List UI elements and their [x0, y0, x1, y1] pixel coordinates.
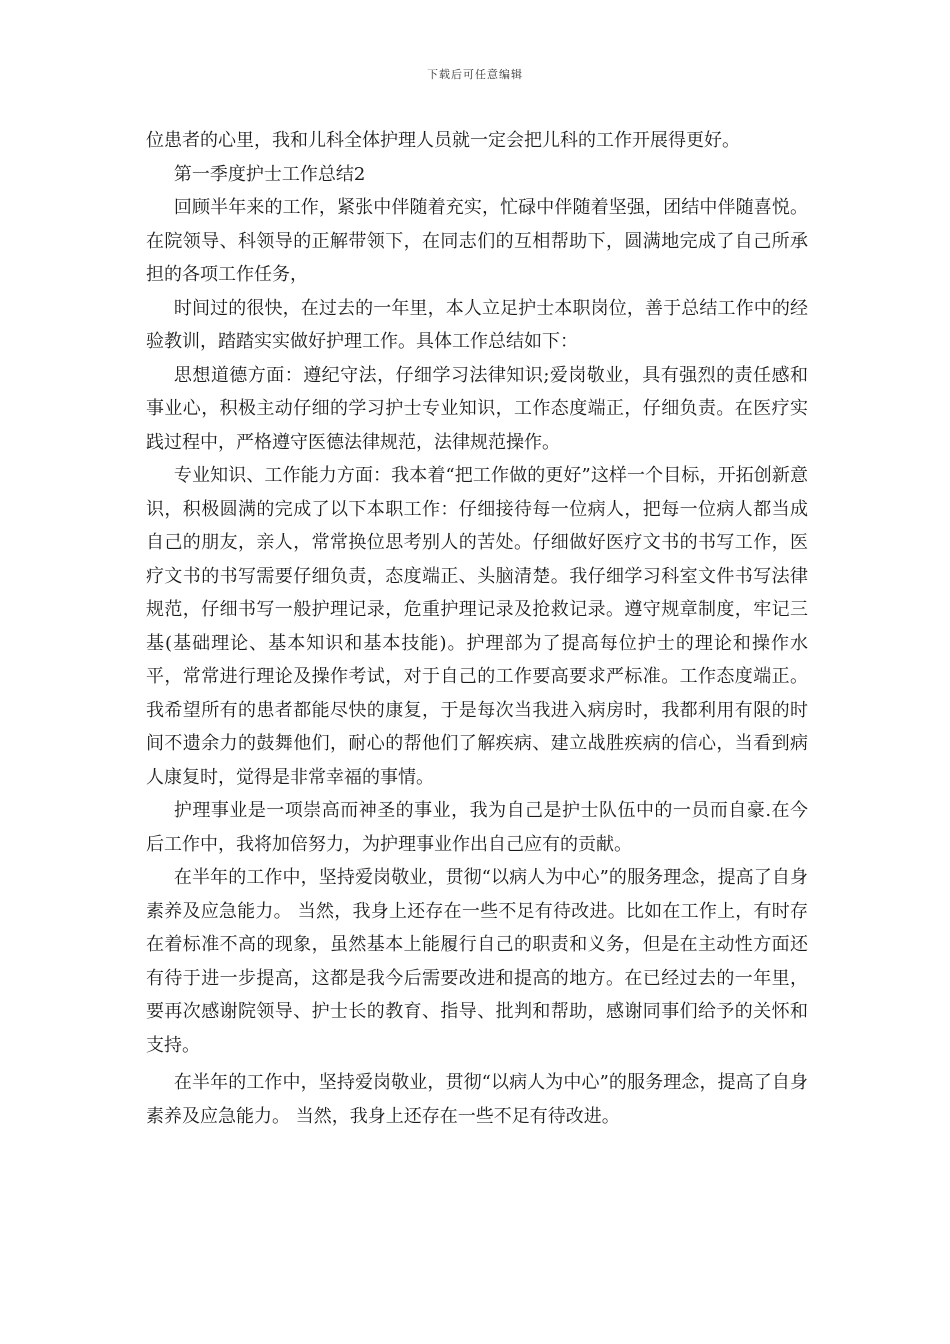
paragraph-continued: 位患者的心里，我和儿科全体护理人员就一定会把儿科的工作开展得更好。 — [146, 130, 740, 151]
paragraph: 在半年的工作中，坚持爱岗敬业，贯彻“以病人为中心”的服务理念，提高了自身素养及应急能力。 当然，我身上还存在一些不足有待改进。 — [146, 1072, 808, 1127]
paragraph: 护理事业是一项崇高而神圣的事业，我为自己是护士队伍中的一员而自豪.在今后工作中，我将加倍努力，为护理事业作出自己应有的贡献。 — [146, 800, 808, 855]
paragraph: 思想道德方面：遵纪守法，仔细学习法律知识;爱岗敬业，具有强烈的责任感和事业心，积极主动仔细的学习护士专业知识，工作态度端正，仔细负责。在医疗实践过程中，严格遵守医德法律规范，法律规范操作。 — [146, 364, 808, 453]
document-body — [146, 124, 808, 1133]
page-header: 下载后可任意编辑 — [427, 68, 523, 81]
paragraph: 专业知识、工作能力方面：我本着“把工作做的更好”这样一个目标，开拓创新意识，积极圆满的完成了以下本职工作：仔细接待每一位病人，把每一位病人都当成自己的朋友，亲人，常常换位思考别人的苦处。仔细做好医疗文书的书写工作，医疗文书的书写需要仔细负责，态度端正、头脑清楚。我仔细学习科室文件书写法律规范，仔细书写一般护理记录，危重护理记录及抢救记录。遵守规章制度，牢记三基(基础理论、基本知识和基本技能)。护理部为了提高每位护士的理论和操作水平，常常进行理论及操作考试，对于自己的工作要高要求严标准。工作态度端正。我希望所有的患者都能尽快的康复，于是每次当我进入病房时，我都利用有限的时间不遗余力的鼓舞他们，耐心的帮他们了解疾病、建立战胜疾病的信心，当看到病人康复时，觉得是非常幸福的事情。 — [146, 465, 808, 788]
section-title: 第一季度护士工作总结2 — [173, 163, 366, 185]
paragraph: 在半年的工作中，坚持爱岗敬业，贯彻“以病人为中心”的服务理念，提高了自身素养及应急能力。 当然，我身上还存在一些不足有待改进。比如在工作上，有时存在着标准不高的现象，虽然基本上能履行自己的职责和义务，但是在主动性方面还有待于进一步提高，这都是我今后需要改进和提高的地方。在已经过去的一年里，要再次感谢院领导、护士长的教育、指导、批判和帮助，感谢同事们给予的关怀和支持。 — [146, 867, 808, 1056]
paragraph: 时间过的很快，在过去的一年里，本人立足护士本职岗位，善于总结工作中的经验教训，踏踏实实做好护理工作。具体工作总结如下： — [146, 297, 808, 352]
paragraph: 回顾半年来的工作，紧张中伴随着充实，忙碌中伴随着坚强，团结中伴随喜悦。在院领导、科领导的正解带领下，在同志们的互相帮助下，圆满地完成了自己所承担的各项工作任务， — [146, 197, 808, 285]
